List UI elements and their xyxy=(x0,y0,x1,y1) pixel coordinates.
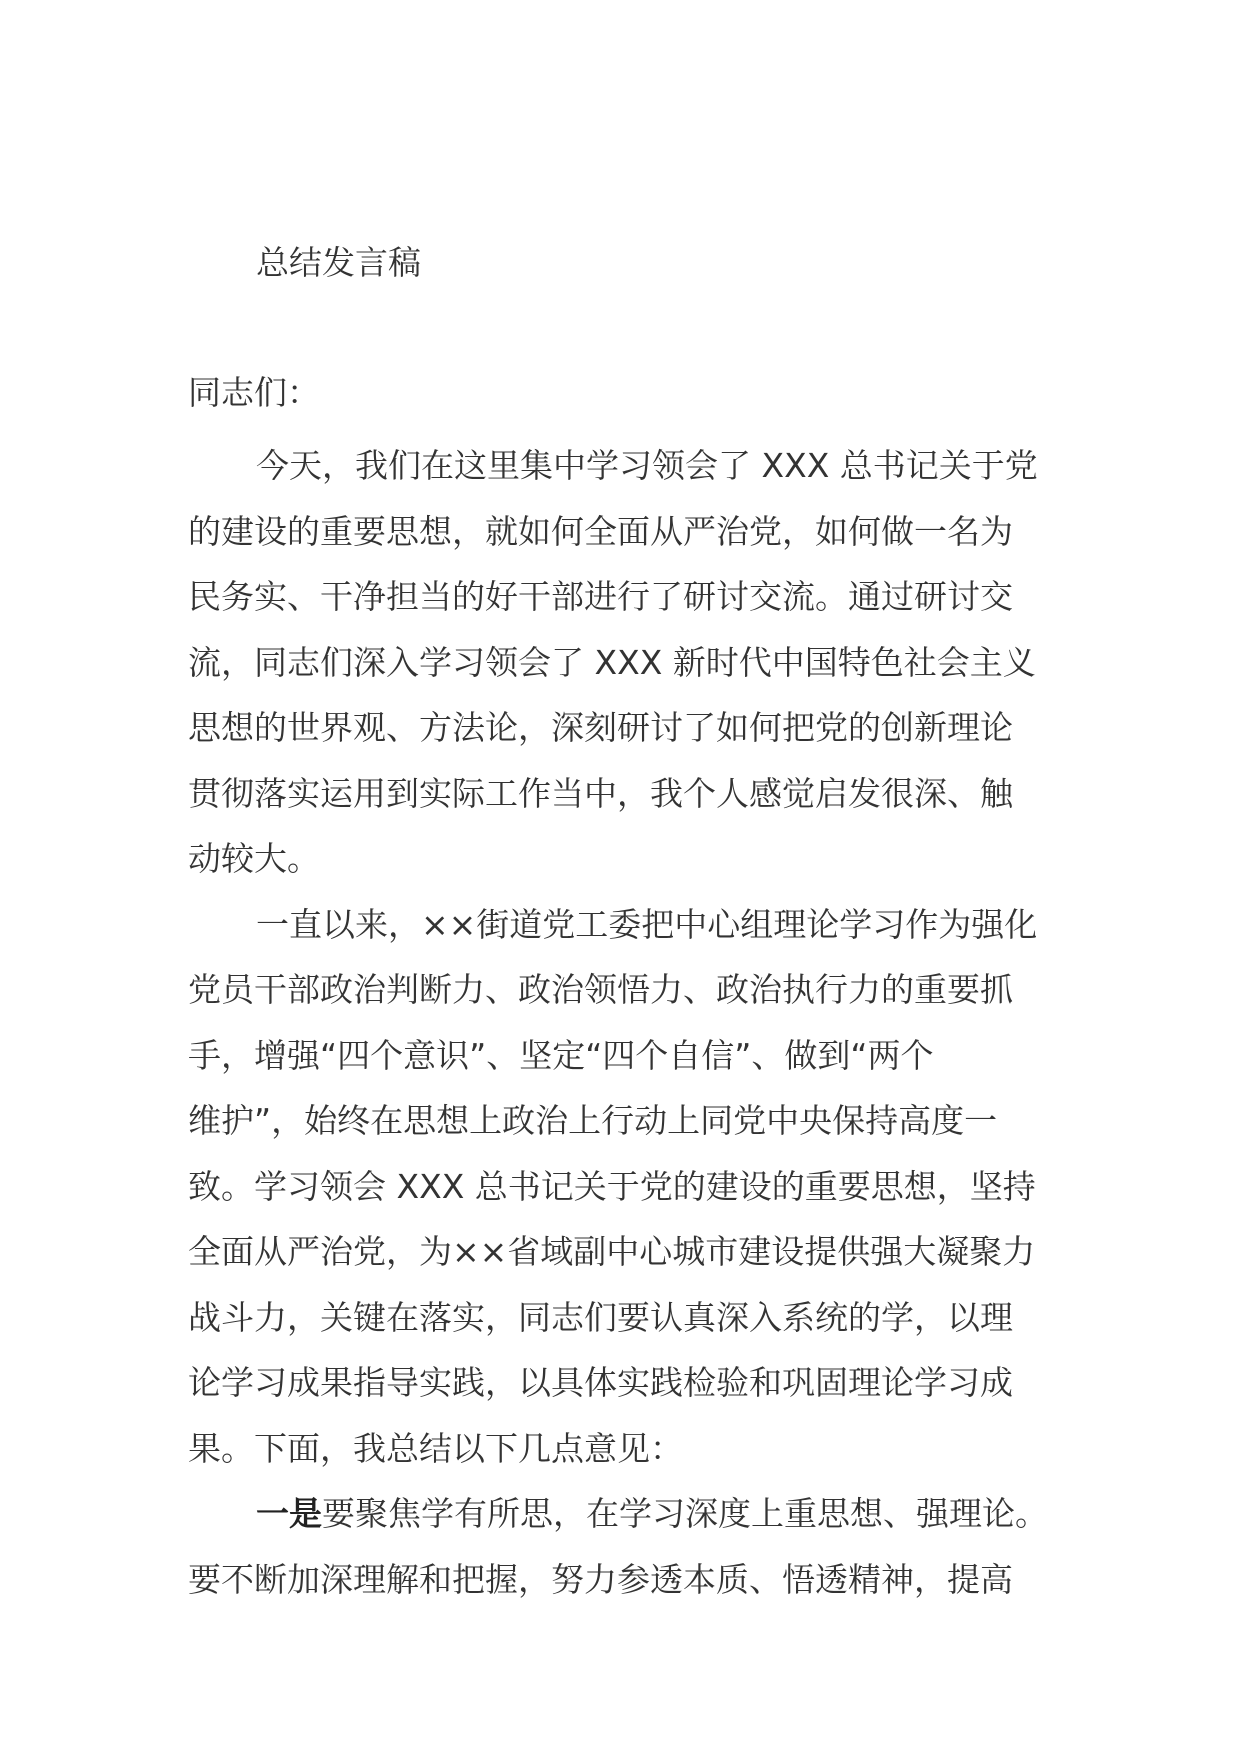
text-line: 贯彻落实运用到实际工作当中，我个人感觉启发很深、触 xyxy=(188,773,1013,813)
paragraph-2 xyxy=(188,892,1068,1482)
text-line: 维护”，始终在思想上政治上行动上同党中央保持高度一 xyxy=(188,1101,998,1140)
text-line: 全面从严治党，为××省域副中心城市建设提供强大凝聚力 xyxy=(188,1232,1036,1271)
paragraph-1 xyxy=(188,433,1068,892)
text-line: 今天，我们在这里集中学习领会了 XXX 总书记关于党 xyxy=(256,446,1038,485)
point-lead: 一是 xyxy=(256,1494,322,1533)
text-line xyxy=(188,1481,1068,1547)
text-line: 流，同志们深入学习领会了 XXX 新时代中国特色社会主义 xyxy=(188,642,1036,682)
text-line: 党员干部政治判断力、政治领悟力、政治执行力的重要抓 xyxy=(188,970,1013,1009)
text-line: 果。下面，我总结以下几点意见： xyxy=(188,1428,683,1468)
text-line: 动较大。 xyxy=(188,839,320,878)
paragraph-3 xyxy=(188,1481,1068,1612)
salutation: 同志们： xyxy=(188,373,320,412)
text-line: 论学习成果指导实践，以具体实践检验和巩固理论学习成 xyxy=(188,1363,1013,1402)
point-text: 要聚焦学有所思，在学习深度上重思想、强理论。 xyxy=(322,1494,1048,1533)
document-body xyxy=(188,433,1068,1612)
document-title: 总结发言稿 xyxy=(256,243,421,282)
text-line: 一直以来，××街道党工委把中心组理论学习作为强化 xyxy=(256,904,1038,944)
text-line: 战斗力，关键在落实，同志们要认真深入系统的学，以理 xyxy=(188,1297,1013,1337)
text-line: 手，增强“四个意识”、坚定“四个自信”、做到“两个 xyxy=(188,1035,934,1075)
text-line: 思想的世界观、方法论，深刻研讨了如何把党的创新理论 xyxy=(188,708,1013,747)
text-line: 要不断加深理解和把握，努力参透本质、悟透精神，提高 xyxy=(188,1559,1013,1599)
text-line: 的建设的重要思想，就如何全面从严治党，如何做一名为 xyxy=(188,511,1013,551)
text-line: 民务实、干净担当的好干部进行了研讨交流。通过研讨交 xyxy=(188,577,1013,616)
text-line: 致。学习领会 XXX 总书记关于党的建设的重要思想，坚持 xyxy=(188,1166,1036,1206)
